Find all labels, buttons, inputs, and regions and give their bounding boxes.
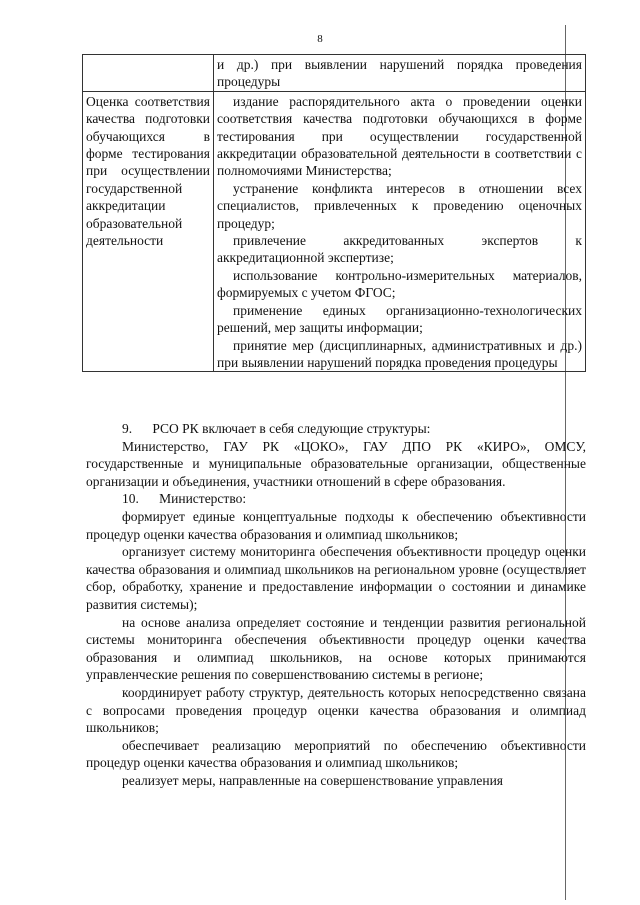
- measure-continuation: и др.) при выявлении нарушений порядка проведения процедуры: [217, 57, 582, 90]
- table-cell-right: [214, 91, 586, 372]
- paragraph: реализует меры, направленные на совершенствование управления: [122, 772, 503, 788]
- measure-item: использование контрольно-измерительных материалов, формируемых с учетом ФГОС;: [217, 267, 582, 301]
- section-heading: 9. РСО РК включает в себя следующие структуры:: [122, 421, 431, 436]
- measure-item: применение единых организационно-технологических решений, мер защиты информации;: [217, 302, 582, 336]
- criteria-table: [82, 54, 586, 372]
- paragraph: организует систему мониторинга обеспечения объективности процедур оценки качества образования и олимпиад школьников на региональном уровне (осуществляет сбор, обработку, хранение и предоставление информации о состоянии и динамике развития системы);: [86, 544, 586, 612]
- measure-item: устранение конфликта интересов в отношении всех специалистов, привлеченных к проведению оценочных процедур;: [217, 180, 582, 231]
- paragraph: Министерство, ГАУ РК «ЦОКО», ГАУ ДПО РК «КИРО», ОМСУ, государственные и муниципальные образовательные организации, общественные организации и объединения, участники отношений в сфере образования.: [86, 438, 586, 489]
- section-heading: 10. Министерство:: [122, 491, 247, 507]
- table-cell-left: Оценка соответствия качества подготовки обучающихся в форме тестирования при осуществлении государственной аккредитации образовательной деятельности: [83, 91, 214, 372]
- paragraph: обеспечивает реализацию мероприятий по обеспечению объективности процедур оценки качества образования и олимпиад школьников;: [86, 737, 586, 771]
- measure-item: издание распорядительного акта о проведении оценки соответствия качества подготовки обучающихся в форме тестирования при осуществлении государственной аккредитации образовательной деятельности в соответствии с полномочиями Министерства;: [217, 93, 582, 179]
- paragraph: формирует единые концептуальные подходы к обеспечению объективности процедур оценки качества образования и олимпиад школьников;: [86, 508, 586, 542]
- table-row: [83, 91, 586, 372]
- table-cell-right: [214, 55, 586, 92]
- table-cell-left: [83, 55, 214, 92]
- table-row: [83, 55, 586, 92]
- body-text: [86, 420, 586, 789]
- page-number: 8: [317, 33, 323, 45]
- paragraph: координирует работу структур, деятельность которых непосредственно связана с вопросами проведения процедур оценки качества образования и олимпиад школьников;: [86, 684, 586, 736]
- paragraph: на основе анализа определяет состояние и тенденции развития региональной системы мониторинга обеспечения объективности процедур оценки качества образования и олимпиад школьников, на основе которых принимаются управленческие решения по совершенствованию системы в регионе;: [86, 614, 586, 683]
- measure-item: привлечение аккредитованных экспертов к аккредитационной экспертизе;: [217, 233, 582, 266]
- measure-item: принятие мер (дисциплинарных, административных и др.) при выявлении нарушений порядка проведения процедуры: [217, 337, 582, 370]
